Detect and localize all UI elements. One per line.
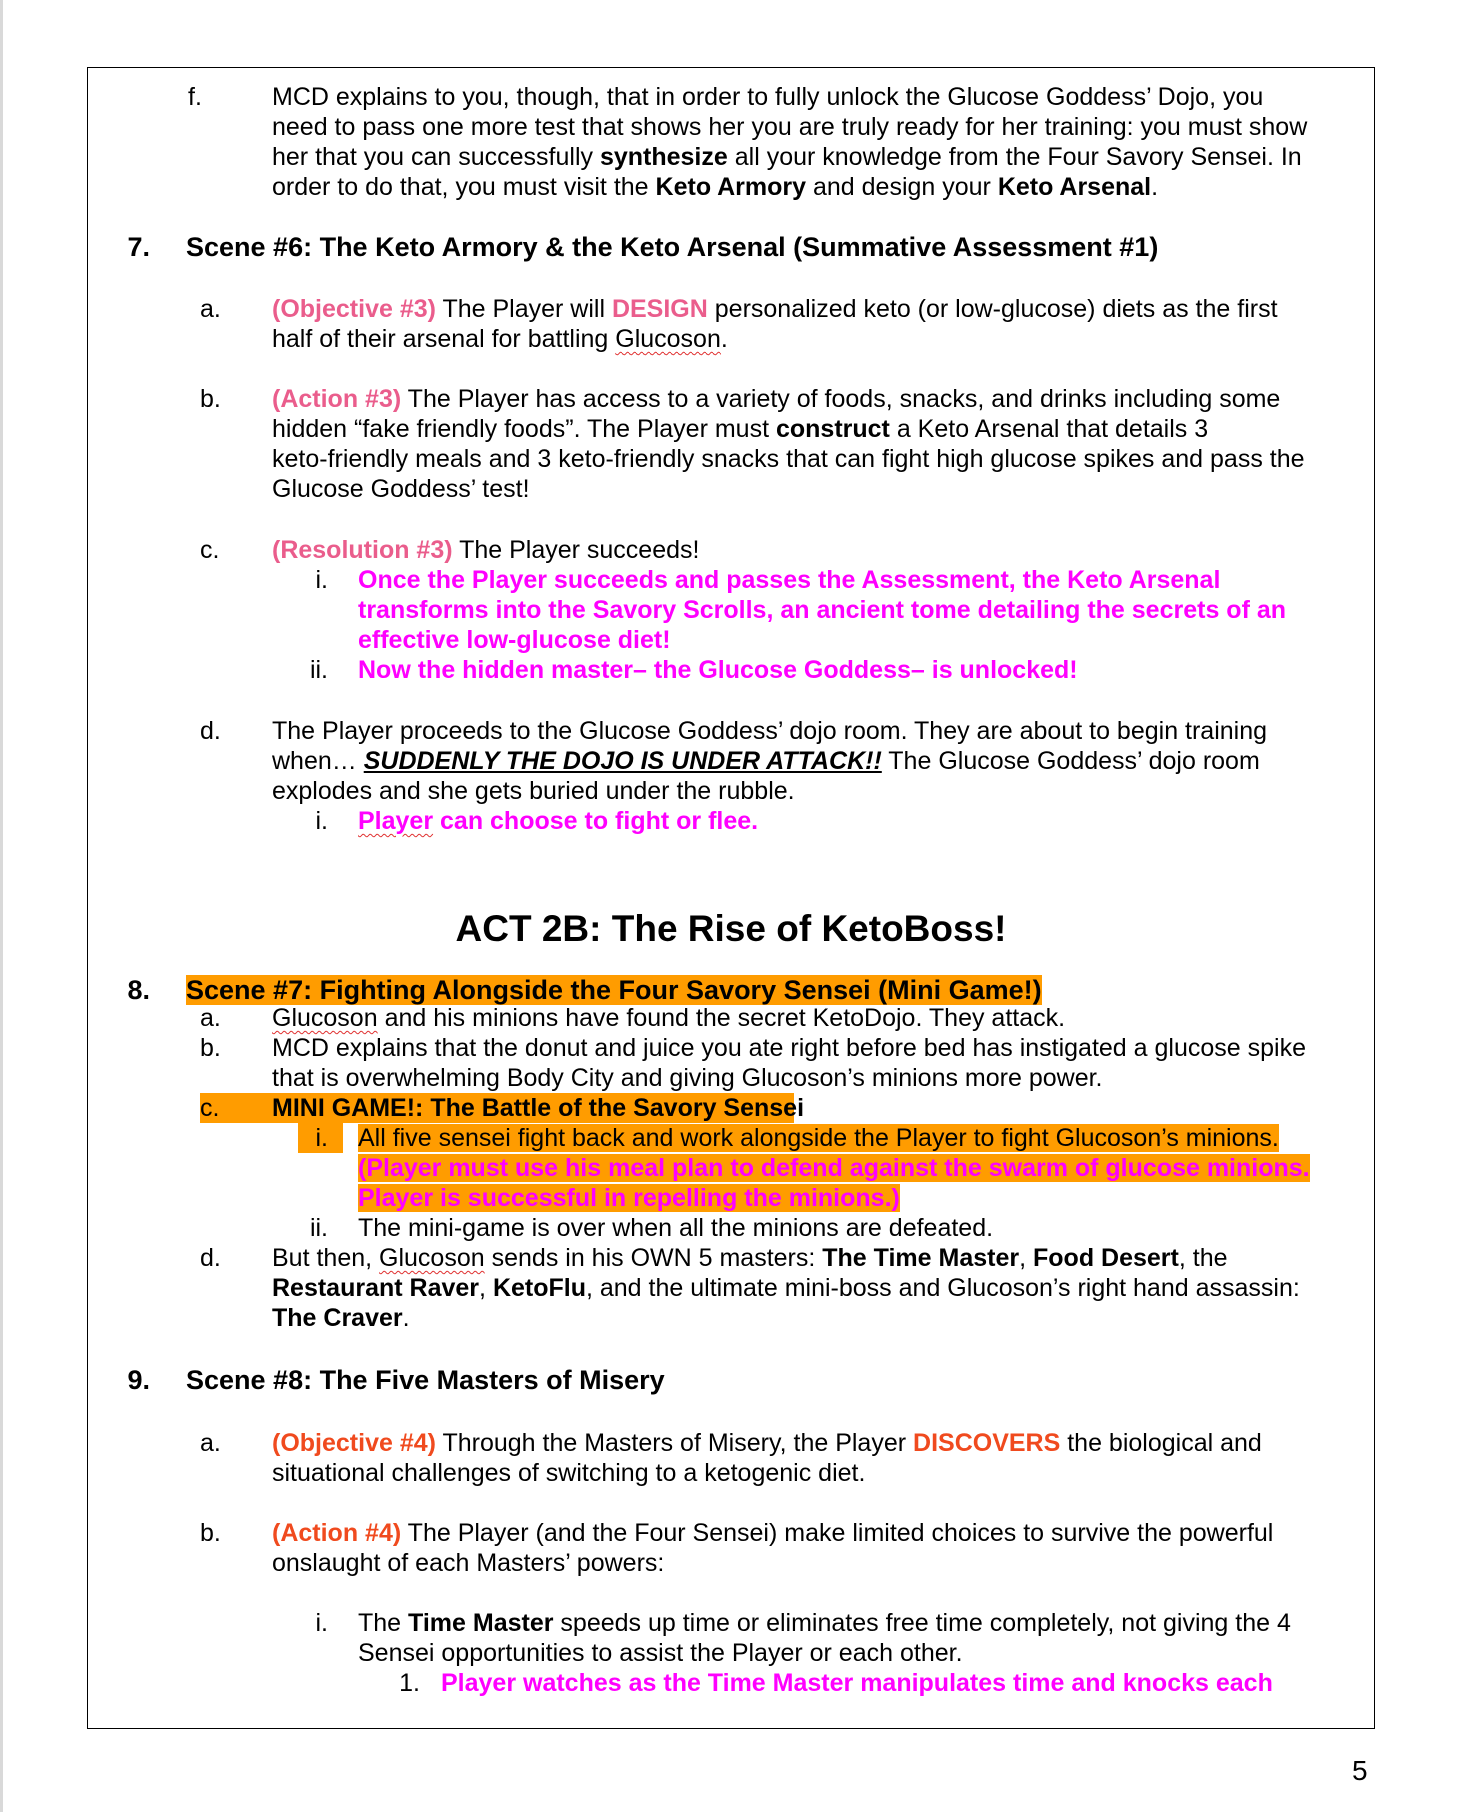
scene6-b-line-3: keto-friendly meals and 3 keto-friendly snacks that can fight high glucose spikes and pass the bbox=[272, 445, 1305, 473]
text: sends in his OWN 5 masters: bbox=[484, 1244, 823, 1272]
text: , bbox=[479, 1274, 493, 1302]
spellcheck-word: Glucoson bbox=[272, 1004, 378, 1032]
text: The Glucose Goddess’ dojo room bbox=[881, 747, 1260, 775]
scene7-b-line-1: MCD explains that the donut and juice you ate right before bed has instigated a glucose spike bbox=[272, 1034, 1306, 1062]
scene6-c-i-marker: i. bbox=[315, 566, 328, 594]
bold-text: The Time Master bbox=[822, 1244, 1020, 1272]
text: The Player will bbox=[435, 295, 612, 323]
scene6-c-i-line-2: transforms into the Savory Scrolls, an ancient tome detailing the secrets of an bbox=[358, 596, 1287, 624]
scene7-c-ii-line: The mini-game is over when all the minions are defeated. bbox=[358, 1214, 994, 1242]
text: , the bbox=[1178, 1244, 1228, 1272]
scene6-c-i-line-3: effective low-glucose diet! bbox=[358, 626, 671, 654]
scene7-c-i-marker: i. bbox=[315, 1124, 328, 1152]
bold-text: synthesize bbox=[599, 143, 728, 171]
scene7-d-line-3 bbox=[272, 1303, 410, 1333]
resolution-label: (Resolution #3) bbox=[272, 536, 453, 564]
text: hidden “fake friendly foods”. The Player must bbox=[272, 415, 776, 443]
text: all your knowledge from the Four Savory Sensei. In bbox=[727, 143, 1302, 171]
item-f-line-4 bbox=[272, 172, 1158, 202]
text: . bbox=[720, 325, 728, 353]
text: a Keto Arsenal that details 3 bbox=[889, 415, 1209, 443]
document-frame bbox=[87, 67, 1375, 1729]
highlighted-title: Scene #7: Fighting Alongside the Four Savory Sensei (Mini Game!) bbox=[186, 975, 1042, 1005]
text: can choose to fight or flee. bbox=[433, 807, 759, 835]
act-heading: ACT 2B: The Rise of KetoBoss! bbox=[455, 908, 1007, 949]
text: The Player (and the Four Sensei) make limited choices to survive the powerful bbox=[401, 1519, 1274, 1547]
objective-label: (Objective #4) bbox=[272, 1429, 436, 1457]
scene6-title: Scene #6: The Keto Armory & the Keto Arsenal (Summative Assessment #1) bbox=[186, 232, 1159, 262]
item-f-marker: f. bbox=[188, 83, 202, 111]
scene7-d-line-2 bbox=[272, 1273, 1300, 1303]
scene7-a-line bbox=[272, 1003, 1065, 1033]
bold-text: Keto Armory bbox=[655, 173, 807, 201]
text: half of their arsenal for battling bbox=[272, 325, 616, 353]
scene8-a-line-1 bbox=[272, 1428, 1262, 1458]
scene7-a-marker: a. bbox=[200, 1004, 221, 1032]
scene6-c-marker: c. bbox=[200, 536, 220, 564]
scene7-c-i-line-1 bbox=[358, 1123, 1279, 1153]
scene8-b-line-2: onslaught of each Masters’ powers: bbox=[272, 1549, 665, 1577]
scene6-d-i-line bbox=[358, 806, 758, 836]
scene8-b-i-line-1 bbox=[358, 1608, 1291, 1638]
scene7-c-ii-marker: ii. bbox=[309, 1214, 328, 1242]
text: her that you can successfully bbox=[272, 143, 600, 171]
text: The Player succeeds! bbox=[452, 536, 700, 564]
page-number: 5 bbox=[1352, 1755, 1368, 1786]
highlighted-text: Player is successful in repelling the minions.) bbox=[358, 1184, 900, 1212]
scene8-a-marker: a. bbox=[200, 1429, 221, 1457]
scene8-b-i-line-2: Sensei opportunities to assist the Player or each other. bbox=[358, 1639, 963, 1667]
scene6-c-ii-marker: ii. bbox=[309, 656, 328, 684]
bold-text: Keto Arsenal bbox=[997, 173, 1152, 201]
scene7-b-line-2: that is overwhelming Body City and giving Glucoson’s minions more power. bbox=[272, 1064, 1103, 1092]
scene6-a-marker: a. bbox=[200, 295, 221, 323]
scene6-number: 7. bbox=[127, 232, 150, 262]
bold-text: Restaurant Raver bbox=[272, 1274, 480, 1302]
scene6-d-i-marker: i. bbox=[315, 807, 328, 835]
scene8-b-1-line: Player watches as the Time Master manipulates time and knocks each bbox=[441, 1669, 1273, 1697]
text: speeds up time or eliminates free time completely, not giving the 4 bbox=[553, 1609, 1291, 1637]
scene7-c-i-line-3 bbox=[358, 1183, 900, 1213]
objective-verb: DISCOVERS bbox=[913, 1429, 1061, 1457]
text: the biological and bbox=[1060, 1429, 1262, 1457]
scene8-number: 9. bbox=[127, 1365, 150, 1395]
text: Through the Masters of Misery, the Player bbox=[435, 1429, 914, 1457]
text: But then, bbox=[272, 1244, 380, 1272]
highlighted-text: All five sensei fight back and work alongside the Player to fight Glucoson’s minions. bbox=[358, 1124, 1279, 1152]
scene6-d-line-2 bbox=[272, 746, 1260, 776]
text: and his minions have found the secret KetoDojo. They attack. bbox=[377, 1004, 1066, 1032]
bold-text: The Craver bbox=[272, 1304, 403, 1332]
bold-text: KetoFlu bbox=[492, 1274, 586, 1302]
objective-verb: DESIGN bbox=[611, 295, 708, 323]
spellcheck-word: Glucoson bbox=[379, 1244, 485, 1272]
scene8-b-marker: b. bbox=[200, 1519, 221, 1547]
scene8-b-i-marker: i. bbox=[315, 1609, 328, 1637]
scene6-b-line-1 bbox=[272, 384, 1280, 414]
bold-text: Food Desert bbox=[1033, 1244, 1179, 1272]
text: personalized keto (or low-glucose) diets as the first bbox=[707, 295, 1278, 323]
scene7-number: 8. bbox=[127, 975, 150, 1005]
bold-text: construct bbox=[775, 415, 890, 443]
text: , bbox=[1019, 1244, 1033, 1272]
scene7-b-marker: b. bbox=[200, 1034, 221, 1062]
bold-text: Time Master bbox=[408, 1609, 554, 1637]
scene6-b-line-4: Glucose Goddess’ test! bbox=[272, 475, 530, 503]
scene7-d-line-1 bbox=[272, 1243, 1228, 1273]
scene6-b-marker: b. bbox=[200, 385, 221, 413]
text: need to pass one more test that shows her you are truly ready for her training: you must show bbox=[272, 113, 1308, 141]
scene8-b-1-marker: 1. bbox=[399, 1669, 420, 1697]
action-label: (Action #3) bbox=[272, 385, 402, 413]
scene6-c-i-line-1: Once the Player succeeds and passes the Assessment, the Keto Arsenal bbox=[358, 566, 1221, 594]
scene7-c-title: MINI GAME!: The Battle of the Savory Sensei bbox=[272, 1094, 805, 1122]
scene6-d-line-1: The Player proceeds to the Glucose Goddess’ dojo room. They are about to begin training bbox=[272, 717, 1268, 745]
text: . bbox=[402, 1304, 410, 1332]
scene8-b-line-1 bbox=[272, 1518, 1273, 1548]
scene8-title: Scene #8: The Five Masters of Misery bbox=[186, 1365, 665, 1395]
text: order to do that, you must visit the bbox=[272, 173, 656, 201]
spellcheck-word: Player bbox=[358, 807, 434, 835]
objective-label: (Objective #3) bbox=[272, 295, 436, 323]
scene7-c-marker: c. bbox=[200, 1094, 220, 1122]
attack-emphasis: SUDDENLY THE DOJO IS UNDER ATTACK!! bbox=[363, 747, 882, 775]
text: The Player has access to a variety of foods, snacks, and drinks including some bbox=[401, 385, 1281, 413]
scene8-a-line-2: situational challenges of switching to a ketogenic diet. bbox=[272, 1459, 866, 1487]
item-f-line-1 bbox=[272, 82, 1263, 112]
action-label: (Action #4) bbox=[272, 1519, 402, 1547]
scene6-c-ii-line: Now the hidden master– the Glucose Goddess– is unlocked! bbox=[358, 656, 1078, 684]
scene6-b-line-2 bbox=[272, 414, 1208, 444]
scene6-d-marker: d. bbox=[200, 717, 221, 745]
spellcheck-word: Glucoson bbox=[615, 325, 721, 353]
text: . bbox=[1151, 173, 1159, 201]
item-f-line-2 bbox=[272, 112, 1307, 142]
text: The bbox=[358, 1609, 409, 1637]
text: , and the ultimate mini-boss and Glucoson’s right hand assassin: bbox=[585, 1274, 1300, 1302]
text: MCD explains to you, though, that in order to fully unlock the Glucose Goddess’ Dojo, you bbox=[272, 83, 1264, 111]
item-f-line-3 bbox=[272, 142, 1302, 172]
scene6-a-line-2 bbox=[272, 324, 728, 354]
text: and design your bbox=[806, 173, 998, 201]
scene7-d-marker: d. bbox=[200, 1244, 221, 1272]
highlighted-text: (Player must use his meal plan to defend against the swarm of glucose minions. bbox=[358, 1154, 1310, 1182]
scene6-c-line-1 bbox=[272, 535, 699, 565]
page-edge bbox=[0, 0, 3, 1812]
scene7-title bbox=[186, 973, 1042, 1007]
scene7-c-i-line-2 bbox=[358, 1153, 1310, 1183]
scene6-a-line-1 bbox=[272, 294, 1278, 324]
text: when… bbox=[272, 747, 364, 775]
scene6-d-line-3: explodes and she gets buried under the rubble. bbox=[272, 777, 795, 805]
